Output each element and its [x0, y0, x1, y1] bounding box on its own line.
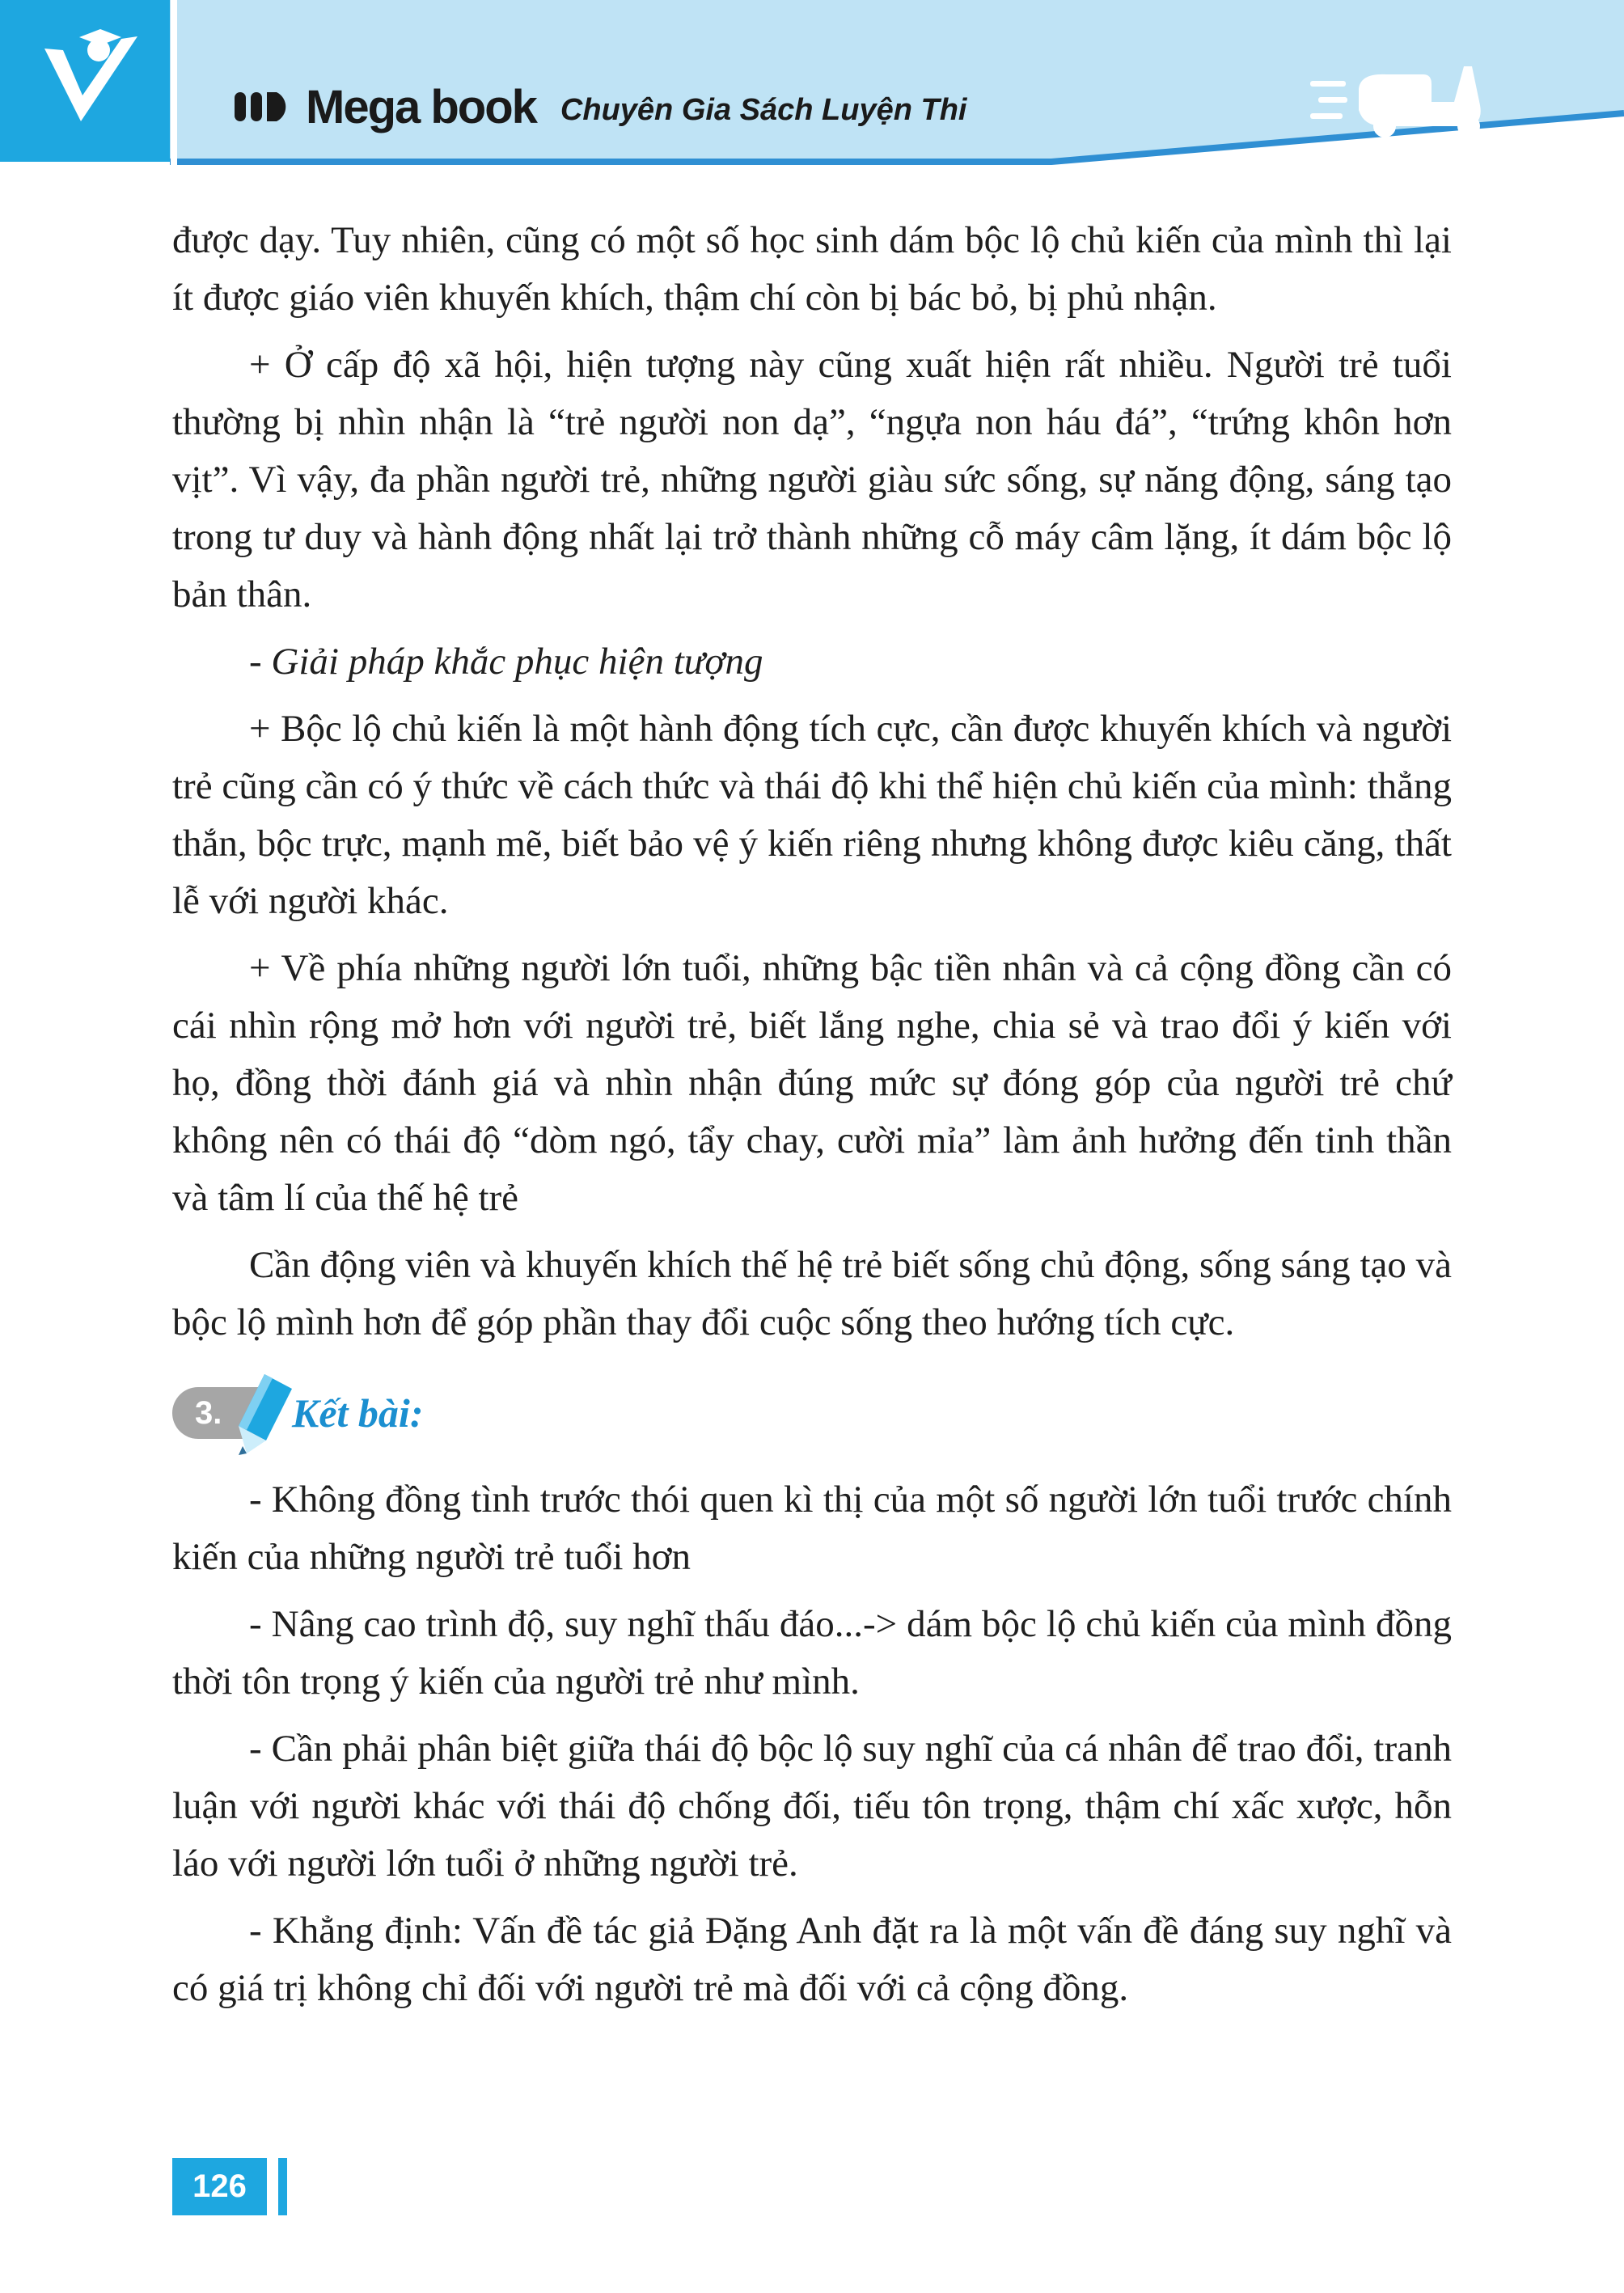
- paragraph: - Cần phải phân biệt giữa thái độ bộc lộ suy nghĩ của cá nhân để trao đổi, tranh luận với người khác với thái độ chống đối, tiếu tôn trọng, thậm chí xấc xược, hỗn láo với người lớn tuổi ở những người trẻ.: [172, 1728, 1452, 1885]
- paragraph: - Không đồng tình trước thói quen kì thị của một số người lớn tuổi trước chính kiến của những người trẻ tuổi hơn: [172, 1479, 1452, 1578]
- brand-mark-icon: [235, 89, 298, 125]
- scooter-icon: [1310, 57, 1496, 137]
- paragraph: + Ở cấp độ xã hội, hiện tượng này cũng xuất hiện rất nhiều. Người trẻ tuổi thường bị nhìn nhận là “trẻ người non dạ”, “ngựa non háu đá”, “trứng khôn hơn vịt”. Vì vậy, đa phần người trẻ, những người giàu sức sống, sự năng động, sáng tạo trong tư duy và hành động nhất lại trở thành những cỗ máy câm lặng, ít dám bộc lộ bản thân.: [172, 344, 1452, 616]
- paragraph: + Bộc lộ chủ kiến là một hành động tích cực, cần được khuyến khích và người trẻ cũng cần có ý thức về cách thức và thái độ khi thể hiện chủ kiến của mình: thẳng thắn, bộc trực, mạnh mẽ, biết bảo vệ ý kiến riêng nhưng không được kiêu căng, thất lễ với người khác.: [172, 708, 1452, 922]
- section-heading: [172, 1369, 1452, 1460]
- brand-name: Mega book: [306, 80, 536, 133]
- section-title: Kết bài:: [292, 1390, 424, 1436]
- page-header: [0, 0, 1624, 186]
- pencil-icon: [235, 1369, 300, 1458]
- subheading: - Giải pháp khắc phục hiện tượng: [249, 641, 763, 683]
- brand-tagline: Chuyên Gia Sách Luyện Thi: [560, 92, 967, 127]
- page-number: 126: [172, 2158, 267, 2215]
- paragraph: - Khẳng định: Vấn đề tác giả Đặng Anh đặt ra là một vấn đề đáng suy nghĩ và có giá trị không chỉ đối với người trẻ mà đối với cả cộng đồng.: [172, 1910, 1452, 2009]
- section-number: 3.: [195, 1395, 222, 1431]
- paragraph: - Nâng cao trình độ, suy nghĩ thấu đáo...-> dám bộc lộ chủ kiến của mình đồng thời tôn trọng ý kiến của người trẻ như mình.: [172, 1603, 1452, 1703]
- paragraph: Cần động viên và khuyến khích thế hệ trẻ biết sống chủ động, sống sáng tạo và bộc lộ mình hơn để góp phần thay đổi cuộc sống theo hướng tích cực.: [172, 1244, 1452, 1343]
- brand: [235, 74, 966, 139]
- page-number-bar: [278, 2158, 287, 2215]
- page-content: [172, 212, 1452, 2027]
- paragraph: + Về phía những người lớn tuổi, những bậc tiền nhân và cả cộng đồng cần có cái nhìn rộng mở hơn với người trẻ, biết lắng nghe, chia sẻ và trao đổi ý kiến với họ, đồng thời đánh giá và nhìn nhận đúng mức sự đóng góp của người trẻ chứ không nên có thái độ “dòm ngó, tẩy chay, cười mỉa” làm ảnh hưởng đến tinh thần và tâm lí của thế hệ trẻ: [172, 947, 1452, 1219]
- logo-v-icon: [0, 0, 170, 162]
- paragraph: được dạy. Tuy nhiên, cũng có một số học sinh dám bộc lộ chủ kiến của mình thì lại ít được giáo viên khuyến khích, thậm chí còn bị bác bỏ, bị phủ nhận.: [172, 219, 1452, 319]
